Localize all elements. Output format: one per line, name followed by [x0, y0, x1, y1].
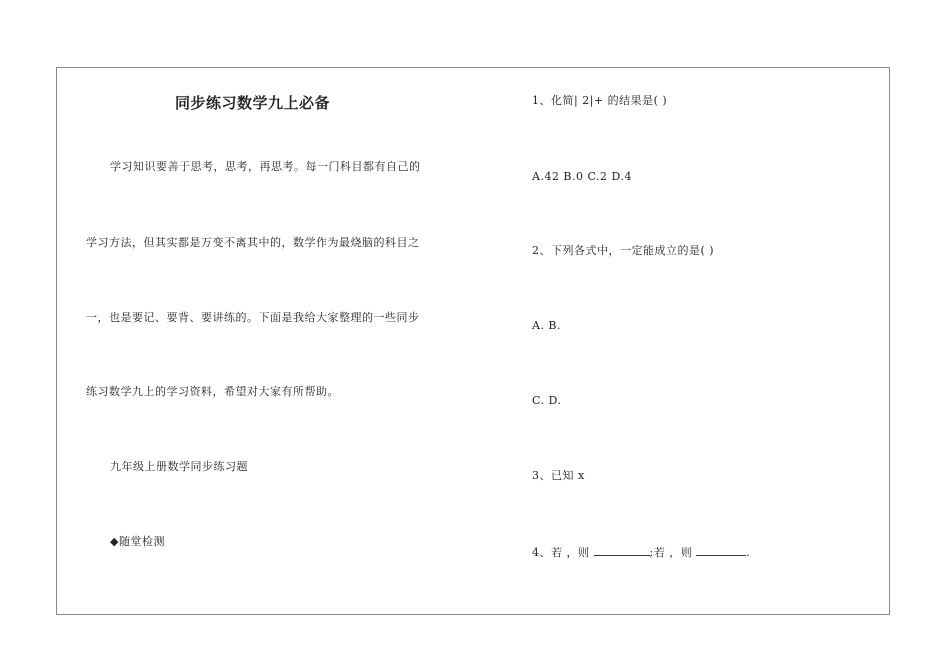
subheading: ◆随堂检测	[110, 535, 165, 548]
page-border	[56, 67, 890, 615]
intro-line-2: 学习方法，但其实都是万变不离其中的，数学作为最烧脑的科目之	[86, 236, 420, 249]
question-4-part-1: 4、若 ，则	[532, 546, 590, 559]
section-heading: 九年级上册数学同步练习题	[110, 460, 248, 473]
question-2-options-ab: A. B.	[532, 319, 562, 332]
document-title: 同步练习数学九上必备	[175, 94, 331, 112]
question-2: 2、下列各式中，一定能成立的是( )	[532, 244, 715, 257]
question-2-options-cd: C. D.	[532, 394, 562, 407]
intro-line-4: 练习数学九上的学习资料，希望对大家有所帮助。	[86, 385, 339, 398]
question-4-part-2: ;若 ，则	[649, 546, 693, 559]
answer-blank-1	[594, 544, 650, 556]
intro-line-1: 学习知识要善于思考，思考，再思考。每一门科目都有自己的	[110, 160, 421, 173]
question-1: 1、化简| 2|+ 的结果是( )	[532, 94, 668, 107]
question-4-end: .	[746, 546, 751, 559]
question-1-options: A.42 B.0 C.2 D.4	[532, 170, 632, 183]
question-3: 3、已知 x	[532, 469, 585, 482]
answer-blank-2	[696, 544, 746, 556]
question-4	[532, 544, 750, 560]
intro-line-3: 一，也是要记、要背、要讲练的。下面是我给大家整理的一些同步	[86, 311, 420, 324]
